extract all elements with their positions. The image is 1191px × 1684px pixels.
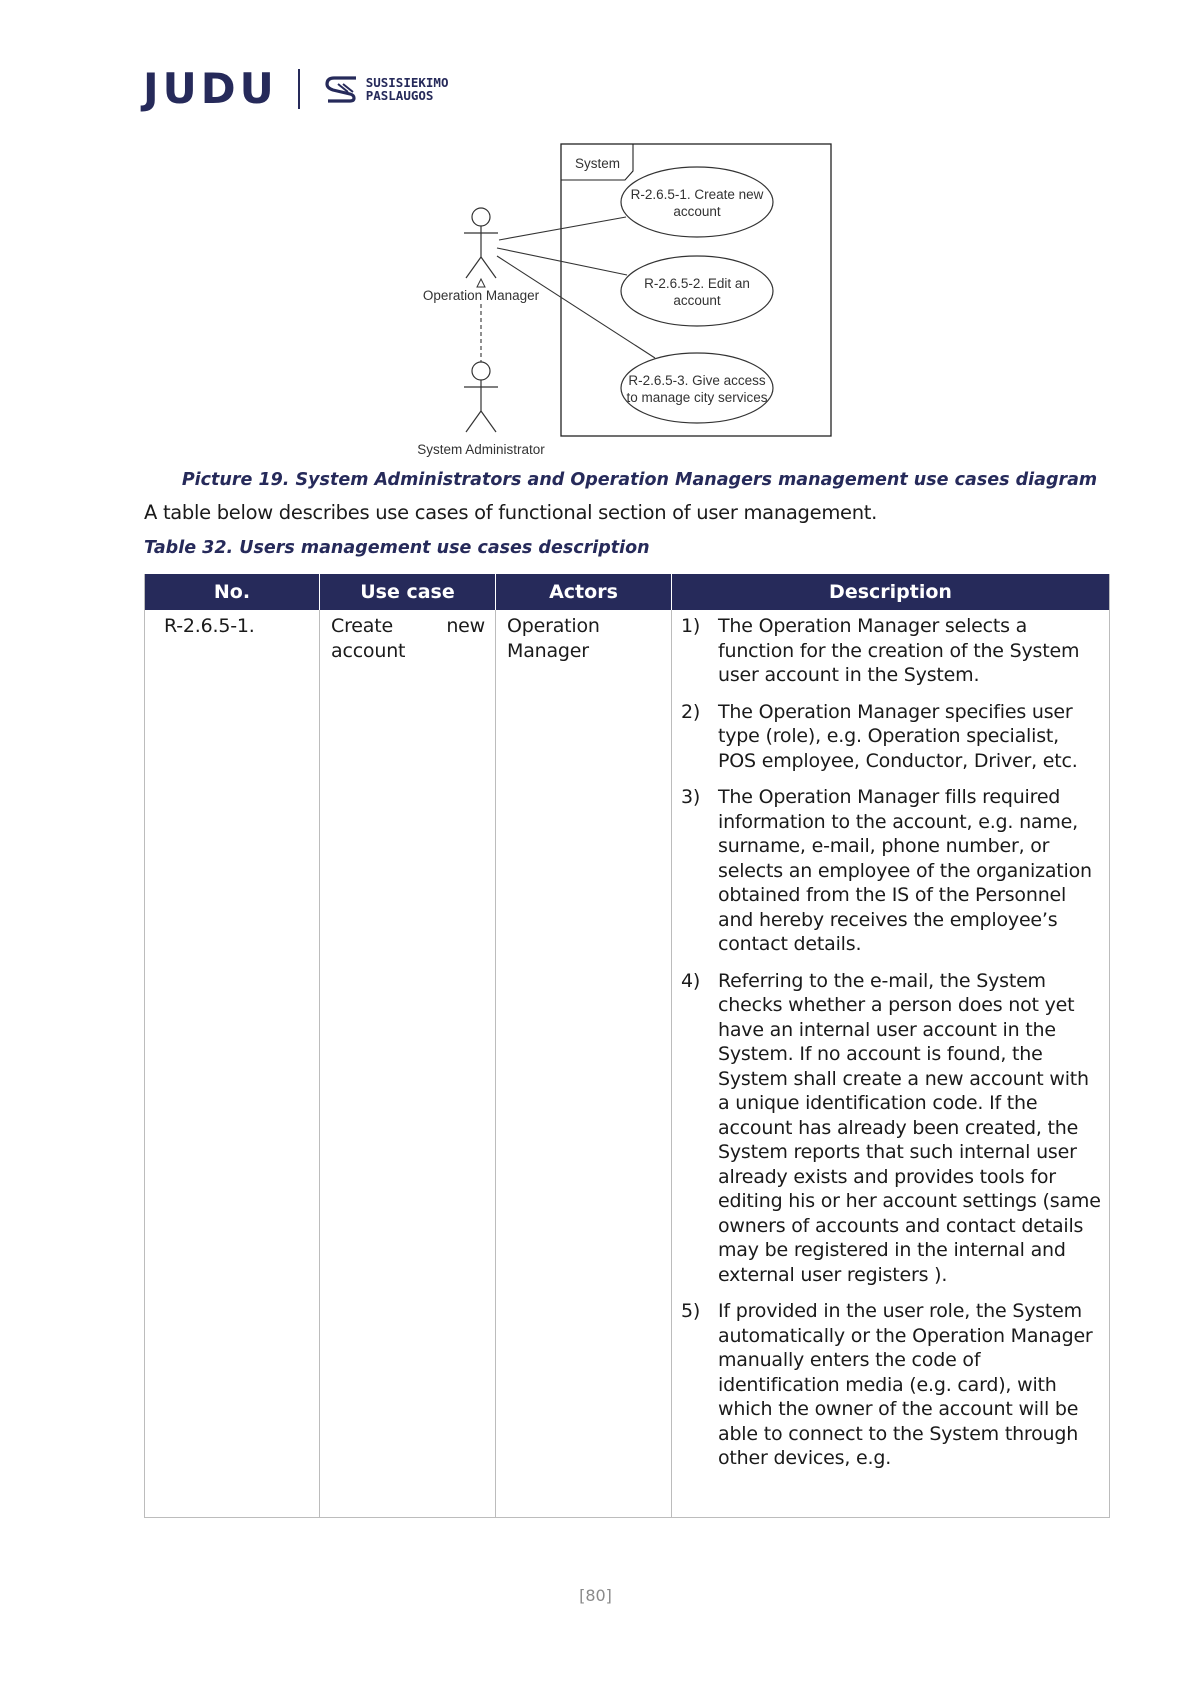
- table-row: [145, 610, 1109, 1517]
- actors-line2: Manager: [507, 639, 589, 662]
- table-header: [145, 574, 1109, 610]
- cell-use-case: [320, 610, 496, 1517]
- actor-head: [472, 208, 490, 226]
- use-case-2-line1: R-2.6.5-2. Edit an: [644, 276, 750, 291]
- use-cases-table: [144, 574, 1110, 1518]
- cell-no: R-2.6.5-1.: [145, 610, 320, 1517]
- use-case-1-line2: account: [673, 204, 721, 219]
- table-title: Table 32. Users management use cases description: [144, 538, 650, 558]
- step-text: The Operation Manager selects a function for the creation of the System user account in the System.: [718, 615, 1080, 686]
- step-text: If provided in the user role, the System automatically or the Operation Manager manually enters the code of identification media (e.g. card), with which the owner of the account will be able to connect to the System through other devices, e.g.: [718, 1300, 1093, 1469]
- association-line-2: [497, 248, 627, 275]
- cell-actors: [496, 610, 672, 1517]
- use-case-diagram: [0, 0, 1191, 470]
- intro-paragraph: A table below describes use cases of functional section of user management.: [144, 501, 878, 524]
- use-case-2: [621, 256, 773, 326]
- use-case-1-line1: R-2.6.5-1. Create new: [630, 187, 764, 202]
- actor-operation-manager: [464, 208, 498, 278]
- actors-line1: Operation: [507, 615, 600, 637]
- step-number: 3): [681, 786, 701, 808]
- description-step: [672, 969, 1109, 1288]
- actor-system-administrator-label: System Administrator: [417, 442, 545, 457]
- header-use-case: Use case: [320, 574, 496, 610]
- generalization-arrowhead: [477, 279, 485, 287]
- use-case-3: [621, 353, 773, 423]
- step-number: 2): [681, 700, 701, 723]
- use-case-3-line2: to manage city services: [626, 390, 768, 405]
- description-step: [672, 700, 1109, 774]
- association-line-1: [499, 217, 626, 240]
- description-step: [672, 614, 1109, 688]
- system-boundary-label: System: [575, 156, 621, 171]
- figure-caption-text: Picture 19. System Administrators and Operation Managers management use cases diagram: [181, 470, 1098, 490]
- use-case-3-line1: R-2.6.5-3. Give access: [628, 373, 766, 388]
- use-case-word: Create: [331, 615, 393, 637]
- step-text: The Operation Manager specifies user type (role), e.g. Operation specialist, POS employee, Conductor, Driver, etc.: [718, 700, 1078, 772]
- use-case-word: new: [446, 615, 485, 637]
- header-description: Description: [829, 581, 952, 603]
- step-text: The Operation Manager fills required information to the account, e.g. name, surname, e-mail, phone number, or selects an employee of the organization obtained from the IS of the Personnel and hereby receives the employee’s contact details.: [718, 786, 1092, 955]
- judu-logo: JUDU: [143, 64, 278, 113]
- use-case-1: [621, 167, 773, 237]
- actor-head: [472, 362, 490, 380]
- step-number: 4): [681, 969, 701, 992]
- header-actors: Actors: [496, 574, 672, 610]
- description-step: [672, 1299, 1109, 1471]
- step-number: 1): [681, 615, 701, 637]
- use-case-2-line2: account: [673, 293, 721, 308]
- step-number: 5): [681, 1300, 701, 1322]
- description-step: [672, 785, 1109, 957]
- use-case-line2: account: [331, 639, 406, 662]
- use-case-line1: [331, 614, 485, 639]
- logo-text-line1: SUSISIEKIMO: [365, 75, 449, 90]
- actor-system-administrator: [464, 362, 498, 432]
- page-number: [80]: [579, 1586, 612, 1605]
- header-no: No.: [145, 574, 320, 610]
- step-text: Referring to the e-mail, the System checks whether a person does not yet have an internal user account in the System. If no account is found, the System shall create a new account with a unique identification code. If the account has already been created, the System reports that such internal user already exists and provides tools for editing his or her account settings (same owners of accounts and contact details may be registered in the internal and external user registers ).: [718, 969, 1101, 1286]
- actor-operation-manager-label: Operation Manager: [422, 288, 540, 303]
- logo-text-line2: PASLAUGOS: [365, 88, 434, 103]
- figure-caption: [0, 470, 1191, 490]
- cell-description: [672, 610, 1109, 1517]
